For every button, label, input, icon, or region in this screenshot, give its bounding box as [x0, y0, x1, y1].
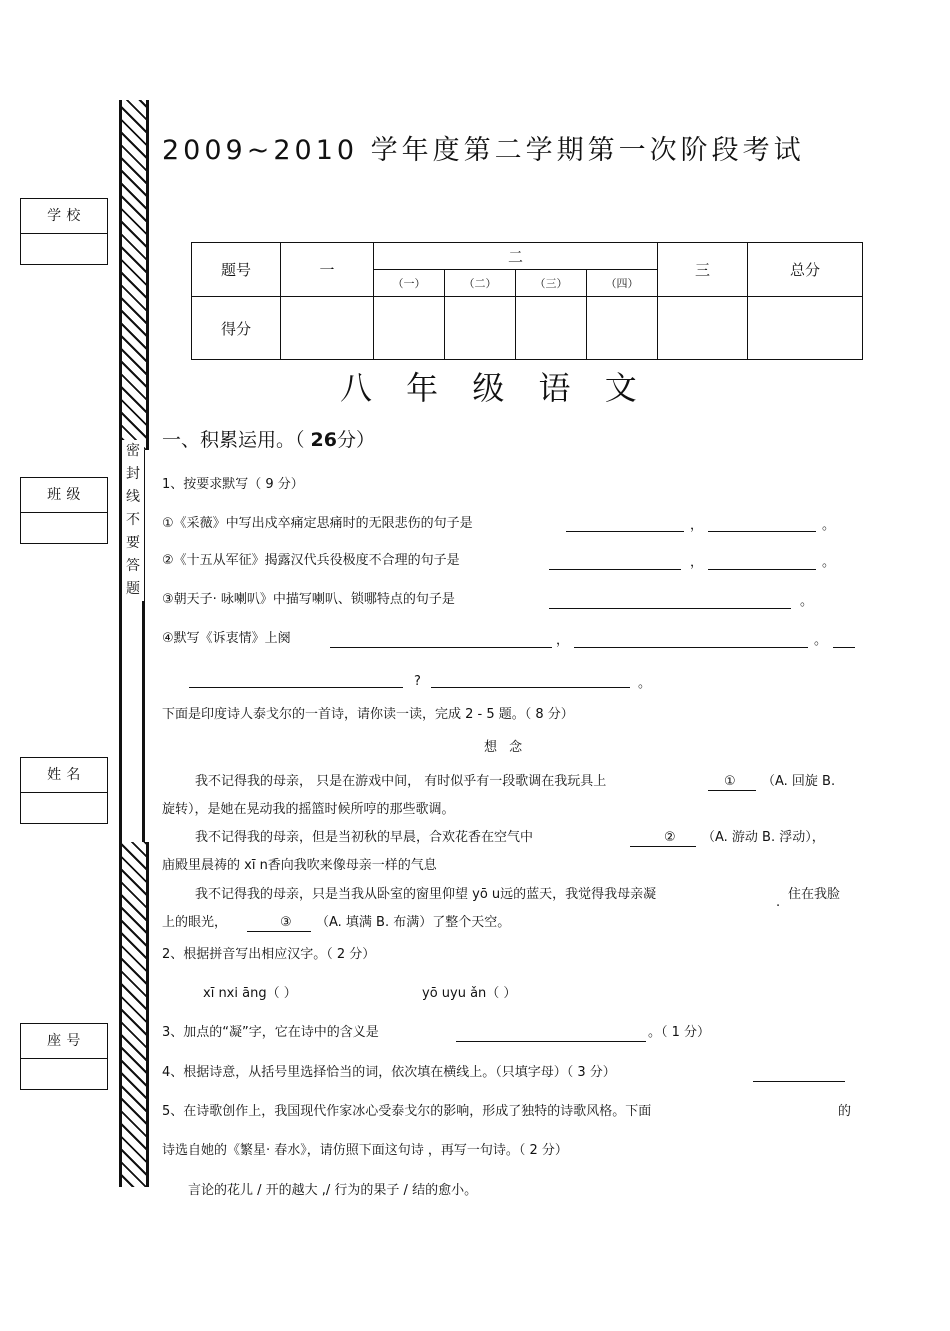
- poem-p3a: 我不记得我的母亲，只是当我从卧室的窗里仰望 yō u远的蓝天，我觉得我母亲凝: [195, 887, 657, 902]
- question-mark: ?: [414, 674, 421, 689]
- q2-title: 2、根据拼音写出相应汉字。（ 2 分）: [162, 947, 376, 962]
- school-box: [20, 198, 108, 265]
- score-cell[interactable]: [658, 297, 748, 360]
- seal-line-hatch-top: [119, 100, 149, 450]
- score-header-one: 一: [281, 243, 374, 297]
- class-box: [20, 477, 108, 544]
- exam-title: 2009~2010 学年度第二学期第一次阶段考试: [162, 135, 805, 166]
- score-sub-3: （三）: [516, 270, 587, 297]
- answer-line[interactable]: [708, 531, 816, 532]
- seal-char: 不: [126, 512, 140, 528]
- q4-text: 4、根据诗意，从括号里选择恰当的词，依次填在横线上。（只填字母）（ 3 分）: [162, 1065, 616, 1080]
- answer-line[interactable]: [753, 1081, 845, 1082]
- poem-mark-2: ②: [664, 830, 676, 845]
- q2-pinyin-1: xī nxi āng（ ）: [203, 986, 297, 1001]
- comma: ，: [690, 555, 704, 570]
- answer-line[interactable]: [708, 569, 816, 570]
- seal-char: 答: [126, 558, 140, 574]
- seal-char: 要: [126, 535, 140, 551]
- score-cell[interactable]: [281, 297, 374, 360]
- period: 。: [638, 676, 652, 691]
- poem-p1a: 我不记得我的母亲， 只是在游戏中间， 有时似乎有一段歌调在我玩具上: [195, 774, 607, 789]
- score-sub-1: （一）: [374, 270, 445, 297]
- score-table: [191, 242, 863, 360]
- score-header-three: 三: [658, 243, 748, 297]
- answer-line[interactable]: [549, 569, 681, 570]
- score-sub-2: （二）: [445, 270, 516, 297]
- score-cell[interactable]: [748, 297, 863, 360]
- seal-line-hatch-bottom: [119, 842, 149, 1187]
- school-label: 学 校: [21, 199, 107, 234]
- score-header-question: 题号: [192, 243, 281, 297]
- blank-line[interactable]: [247, 931, 311, 932]
- class-label: 班 级: [21, 478, 107, 513]
- poem-p1c: 旋转），是她在晃动我的摇篮时候所哼的那些歌调。: [162, 802, 455, 817]
- poem-intro: 下面是印度诗人泰戈尔的一首诗，请你读一读，完成 2 - 5 题。（ 8 分）: [162, 707, 574, 722]
- score-row-label: 得分: [192, 297, 281, 360]
- score-header-two: 二: [374, 243, 658, 270]
- q1-item-2: ②《十五从军征》揭露汉代兵役极度不合理的句子是: [162, 553, 460, 568]
- subject-title: 八 年 级 语 文: [340, 369, 649, 407]
- q2-pinyin-2: yō uyu ǎn（ ）: [422, 986, 517, 1001]
- section1-heading: [162, 428, 375, 452]
- q5-line-2: 诗选自她的《繁星· 春水》，请仿照下面这句诗 ，再写一句诗。（ 2 分）: [162, 1143, 568, 1158]
- answer-line[interactable]: [566, 531, 684, 532]
- poem-p3c: 上的眼光，: [162, 915, 228, 930]
- score-cell[interactable]: [445, 297, 516, 360]
- seal-char: 线: [126, 489, 140, 505]
- seat-box: [20, 1023, 108, 1090]
- answer-line[interactable]: [456, 1041, 646, 1042]
- period: 。: [814, 633, 828, 648]
- q1-item-1: ①《采薇》中写出戍卒痛定思痛时的无限悲伤的句子是: [162, 516, 473, 531]
- seal-notice: [122, 440, 144, 601]
- name-field[interactable]: [21, 793, 107, 823]
- period: 。: [800, 594, 814, 609]
- seat-label: 座 号: [21, 1024, 107, 1059]
- name-label: 姓 名: [21, 758, 107, 793]
- blank-line[interactable]: [708, 790, 756, 791]
- q5-line-1: 5、在诗歌创作上，我国现代作家冰心受泰戈尔的影响，形成了独特的诗歌风格。下面: [162, 1104, 652, 1119]
- emphasis-dot: .: [776, 895, 781, 910]
- seal-char: 封: [126, 466, 140, 482]
- q1-item-4: ④默写《诉衷情》上阕: [162, 631, 291, 646]
- poem-mark-3: ③: [280, 915, 292, 930]
- poem-mark-1: ①: [724, 774, 736, 789]
- score-header-total: 总分: [748, 243, 863, 297]
- answer-line[interactable]: [330, 647, 552, 648]
- name-box: [20, 757, 108, 824]
- q3-text: 3、加点的“凝”字，它在诗中的含义是: [162, 1025, 379, 1040]
- poem-p3b: 住在我脸: [788, 887, 841, 902]
- poem-title: 想 念: [484, 740, 527, 755]
- q5-line-1-tail: 的: [838, 1104, 852, 1119]
- answer-line[interactable]: [431, 687, 630, 688]
- blank-line[interactable]: [630, 846, 696, 847]
- seat-field[interactable]: [21, 1059, 107, 1089]
- section1-points: 26: [310, 429, 337, 451]
- answer-line[interactable]: [549, 608, 791, 609]
- school-field[interactable]: [21, 234, 107, 264]
- score-sub-4: （四）: [587, 270, 658, 297]
- poem-p2b: （A. 游动 B. 浮动），: [702, 830, 825, 845]
- period: 。: [822, 518, 836, 533]
- comma: ，: [556, 633, 570, 648]
- seal-char: 密: [126, 443, 140, 459]
- score-cell[interactable]: [587, 297, 658, 360]
- q1-item-3: ③朝天子· 咏喇叭》中描写喇叭、锁哪特点的句子是: [162, 592, 455, 607]
- poem-p1b: （A. 回旋 B.: [762, 774, 836, 789]
- score-cell[interactable]: [374, 297, 445, 360]
- answer-line[interactable]: [574, 647, 808, 648]
- q1-title: 1、按要求默写（ 9 分）: [162, 477, 304, 492]
- period: 。: [822, 555, 836, 570]
- section1-heading-text: 一、积累运用。（: [162, 429, 305, 451]
- section1-heading-tail: 分）: [336, 429, 375, 451]
- score-cell[interactable]: [516, 297, 587, 360]
- poem-p2a: 我不记得我的母亲，但是当初秋的早晨，合欢花香在空气中: [195, 830, 534, 845]
- q5-example: 言论的花儿 / 开的越大 ,/ 行为的果子 / 结的愈小。: [188, 1183, 478, 1198]
- comma: ，: [690, 518, 704, 533]
- answer-line[interactable]: [189, 687, 403, 688]
- poem-p3d: （A. 填满 B. 布满）了整个天空。: [316, 915, 511, 930]
- seal-char: 题: [126, 581, 140, 597]
- answer-line[interactable]: [833, 647, 855, 648]
- class-field[interactable]: [21, 513, 107, 543]
- q3-tail: 。（ 1 分）: [648, 1025, 711, 1040]
- poem-p2c: 庙殿里晨祷的 xī n香向我吹来像母亲一样的气息: [162, 858, 437, 873]
